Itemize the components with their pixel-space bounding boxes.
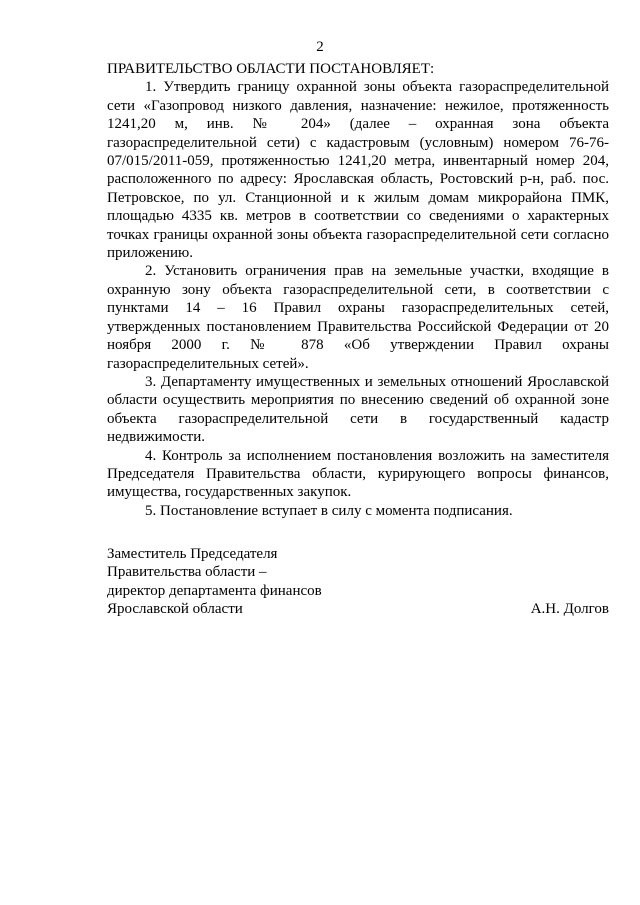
signatory-title-line-2: Правительства области – — [107, 564, 267, 581]
paragraph-5: 5. Постановление вступает в силу с момента подписания. — [145, 502, 513, 519]
signature-block — [107, 545, 609, 619]
paragraph-4: 4. Контроль за исполнением постановления возложить на заместителя Председателя Правительства области, курирующего вопросы финансов, имущества, государственных закупок. — [107, 447, 609, 501]
signatory-title-line-1: Заместитель Председателя — [107, 546, 278, 562]
signatory-last-row — [107, 600, 609, 618]
signatory-title-line-4: Ярославской области — [107, 601, 243, 618]
paragraph-2: 2. Установить ограничения прав на земельные участки, входящие в охранную зону объекта газораспределительной сети, в соответствии с пунктами 14 – 16 Правил охраны газораспределительных сетей, утвержденных постановлением Правительства Российской Федерации от 20 ноября 2000 г. № 878 «Об утверждении Правил охраны газораспределительных сетей». — [107, 263, 609, 372]
signatory-title-line-3: директор департамента финансов — [107, 582, 322, 599]
paragraph-1: 1. Утвердить границу охранной зоны объекта газораспределительной сети «Газопровод низкого давления, назначение: нежилое, протяженность 1241,20 м, инв. № 204» (далее – охранная зона объекта газораспределительной сети) с кадастровым (условным) номером 76-76-07/015/2011-059, протяженностью 1241,20 метра, инвентарный номер 204, расположенного по адресу: Ярославская область, Ростовский р-н, раб. пос. Петровское, по ул. Станционной и к жилым домам микрорайона ПМК, площадью 4335 кв. метров в соответствии со сведениями о характерных точках границы охранной зоны объекта газораспределительной сети согласно приложению. — [107, 79, 609, 262]
paragraph-3: 3. Департаменту имущественных и земельных отношений Ярославской области осуществить мероприятия по внесению сведений об охранной зоне объекта газораспределительной сети в государственный кадастр недвижимости. — [107, 373, 609, 446]
page-number: 2 — [316, 39, 324, 55]
resolution-heading: ПРАВИТЕЛЬСТВО ОБЛАСТИ ПОСТАНОВЛЯЕТ: — [107, 61, 435, 77]
document-body — [107, 60, 609, 520]
signatory-name: А.Н. Долгов — [530, 601, 609, 618]
